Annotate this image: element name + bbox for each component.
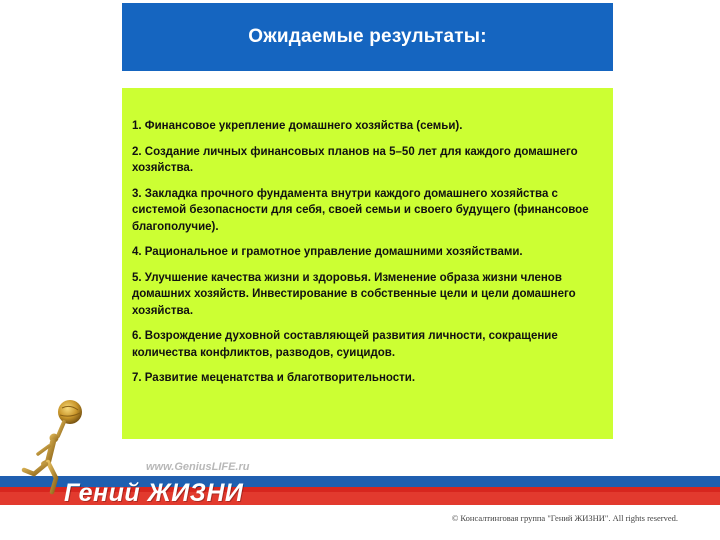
title-banner (122, 3, 613, 71)
result-item-7: 7. Развитие меценатства и благотворительности. (132, 372, 416, 384)
golden-figure-holding-globe-icon (18, 398, 88, 498)
result-item-2: 2. Создание личных финансовых планов на 5–50 лет для каждого домашнего хозяйства. (132, 145, 578, 174)
result-item-6: 6. Возрождение духовной составляющей развития личности, сокращение количества конфликтов, разводов, суицидов. (132, 330, 558, 359)
result-item-4: 4. Рациональное и грамотное управление домашними хозяйствами. (132, 246, 523, 258)
results-panel (122, 88, 613, 439)
copyright-text: © Консалтинговая группа "Гений ЖИЗНИ". All rights reserved. (451, 513, 678, 523)
brand-logo: Гений ЖИЗНИ (64, 479, 244, 507)
result-item-1: 1. Финансовое укрепление домашнего хозяйства (семьи). (132, 120, 463, 132)
result-item-5: 5. Улучшение качества жизни и здоровья. Изменение образа жизни членов домашних хозяйств. Инвестирование в собственные цели и цели домашнего хозяйства. (132, 271, 576, 317)
slide-title: Ожидаемые результаты: (248, 26, 487, 47)
site-url: www.GeniusLIFE.ru (146, 461, 250, 473)
result-item-3: 3. Закладка прочного фундамента внутри каждого домашнего хозяйства с системой безопасности для себя, своей семьи и своего будущего (финансовое благополучие). (132, 187, 589, 233)
